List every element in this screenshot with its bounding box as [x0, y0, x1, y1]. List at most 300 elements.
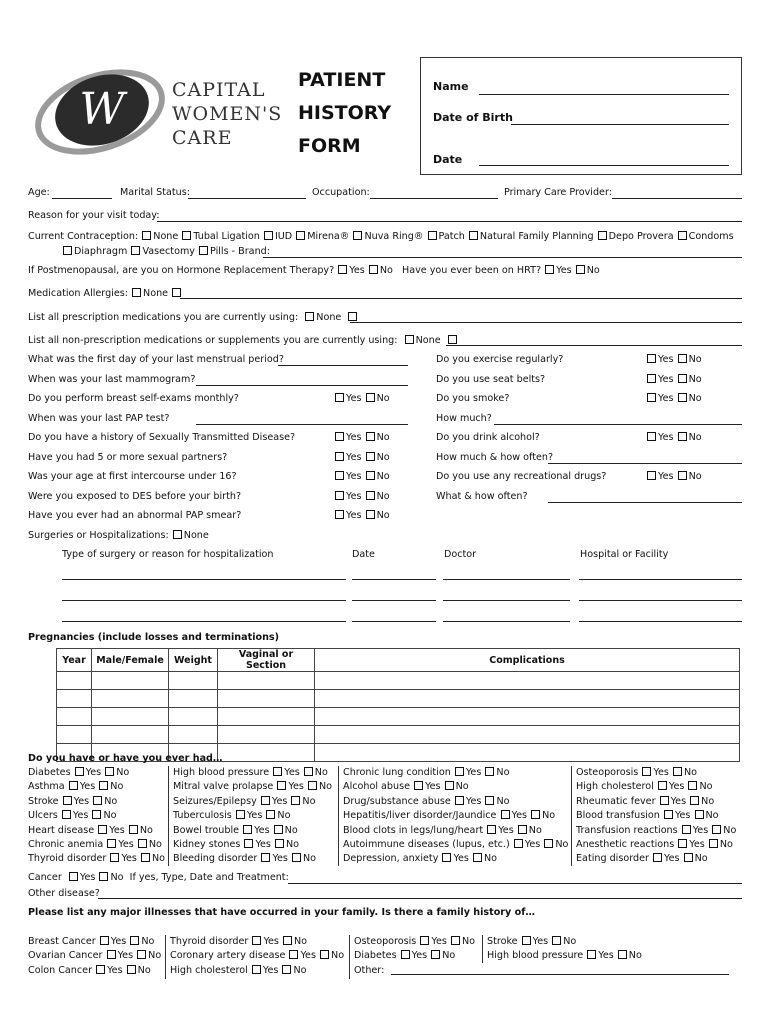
checkbox-other[interactable] [172, 288, 181, 297]
checkbox-yes[interactable] [252, 936, 261, 945]
marital-label: Marital Status: [120, 187, 190, 198]
checkbox-yes[interactable] [100, 936, 109, 945]
checkbox-no[interactable] [282, 965, 291, 974]
checkbox-no[interactable] [673, 767, 682, 776]
checkbox-tubal[interactable] [182, 231, 191, 240]
no-label: No [688, 354, 702, 365]
table-cell[interactable] [315, 726, 740, 744]
question-row [28, 452, 227, 463]
condition-item [343, 839, 568, 850]
checkbox-no[interactable] [366, 452, 375, 461]
table-cell[interactable] [218, 690, 315, 708]
logo-emblem-icon [30, 60, 170, 170]
family-condition-label: Colon Cancer [28, 964, 93, 976]
checkbox-yes[interactable] [244, 839, 253, 848]
primary-care-field[interactable] [612, 198, 742, 199]
checkbox-yes[interactable] [678, 839, 687, 848]
checkbox-yes[interactable] [107, 839, 116, 848]
no-label: No [688, 471, 702, 482]
checkbox-yes[interactable] [75, 767, 84, 776]
table-cell[interactable] [92, 672, 169, 690]
yes-label: Yes [453, 853, 469, 865]
question-row [436, 393, 509, 404]
checkbox-yes[interactable] [338, 265, 347, 274]
contraception-row-2 [62, 246, 270, 257]
yes-label: Yes [674, 810, 691, 822]
checkbox-no[interactable] [92, 810, 101, 819]
checkbox-yes[interactable] [587, 950, 596, 959]
checkbox-yes[interactable] [647, 393, 656, 402]
checkbox-no[interactable] [678, 354, 687, 363]
family-condition-label: Diabetes [354, 950, 397, 962]
checkbox-no[interactable] [283, 936, 292, 945]
yes-label: Yes [72, 810, 89, 822]
checkbox-yes[interactable] [420, 936, 429, 945]
checkbox-no[interactable] [688, 781, 697, 790]
condition-label: Chronic lung condition [343, 767, 451, 778]
no-label: No [148, 839, 162, 850]
table-cell[interactable] [315, 672, 740, 690]
no-label: No [694, 853, 708, 865]
surgery-field[interactable] [579, 600, 742, 601]
checkbox-no[interactable] [275, 839, 284, 848]
checkbox-diaphragm[interactable] [63, 246, 72, 255]
family-condition-label: Other: [354, 964, 385, 976]
checkbox-yes[interactable] [647, 354, 656, 363]
no-label: No [379, 265, 393, 276]
checkbox-yes[interactable] [682, 825, 691, 834]
yes-label: Yes [271, 795, 288, 807]
table-cell[interactable] [57, 672, 92, 690]
yes-label: Yes [658, 471, 674, 482]
checkbox-no[interactable] [431, 950, 440, 959]
checkbox-no[interactable] [695, 810, 704, 819]
condition-item [28, 796, 117, 807]
checkbox-no[interactable] [369, 265, 378, 274]
checkbox-no[interactable] [684, 853, 693, 862]
checkbox-yes[interactable] [110, 853, 119, 862]
answer-field[interactable] [278, 365, 408, 366]
table-cell[interactable] [57, 726, 92, 744]
yes-label: Yes [246, 810, 263, 822]
table-cell[interactable] [218, 708, 315, 726]
checkbox-no[interactable] [138, 839, 147, 848]
checkbox-yes[interactable] [63, 796, 72, 805]
condition-item [28, 853, 165, 864]
checkbox-no[interactable] [127, 965, 136, 974]
checkbox-other[interactable] [448, 335, 457, 344]
condition-item [576, 796, 714, 807]
surgery-field[interactable] [62, 579, 346, 580]
checkbox-no[interactable] [366, 432, 375, 441]
condition-item [28, 810, 116, 821]
yes-label: Yes [79, 872, 96, 883]
yes-label: Yes [85, 767, 102, 778]
table-cell[interactable] [92, 708, 169, 726]
answer-field[interactable] [548, 502, 742, 503]
checkbox-yes[interactable] [261, 853, 270, 862]
surgery-field[interactable] [443, 600, 570, 601]
no-label: No [284, 824, 298, 836]
yes-label: Yes [121, 853, 137, 865]
checkbox-yes[interactable] [647, 471, 656, 480]
yes-label: Yes [524, 839, 541, 850]
yes-label: Yes [658, 354, 674, 365]
checkbox-no[interactable] [485, 796, 494, 805]
checkbox-none[interactable] [132, 288, 141, 297]
checkbox-iud[interactable] [264, 231, 273, 240]
condition-item [173, 767, 328, 778]
answer-field[interactable] [196, 424, 408, 425]
checkbox-yes[interactable] [514, 839, 523, 848]
yes-no-group [646, 374, 702, 385]
condition-label: Diabetes [28, 767, 71, 778]
checkbox-no[interactable] [99, 872, 108, 881]
cancer-field[interactable] [288, 883, 742, 884]
checkbox-yes[interactable] [442, 853, 451, 862]
checkbox-yes[interactable] [107, 950, 116, 959]
condition-item [343, 825, 542, 836]
checkbox-yes[interactable] [647, 432, 656, 441]
checkbox-yes[interactable] [414, 781, 423, 790]
checkbox-no[interactable] [576, 265, 585, 274]
question-text: Was your age at first intercourse under 16? [28, 471, 237, 482]
checkbox-no[interactable] [690, 796, 699, 805]
family-item [170, 965, 307, 976]
col-header: Complications [315, 649, 740, 672]
checkbox-yes[interactable] [335, 510, 344, 519]
family-other-field[interactable] [391, 974, 729, 975]
yes-label: Yes [689, 839, 705, 850]
checkbox-depo[interactable] [598, 231, 607, 240]
checkbox-yes[interactable] [335, 471, 344, 480]
yes-label: Yes [349, 265, 365, 276]
opt-label: Depo Provera [608, 231, 674, 242]
checkbox-no[interactable] [712, 825, 721, 834]
checkbox-no[interactable] [709, 839, 718, 848]
family-condition-label: Ovarian Cancer [28, 950, 103, 962]
yes-label: Yes [670, 795, 687, 807]
question-text: When was your last mammogram? [28, 373, 196, 385]
yes-label: Yes [532, 936, 549, 947]
table-cell[interactable] [169, 690, 218, 708]
checkbox-none[interactable] [142, 231, 151, 240]
checkbox-no[interactable] [678, 432, 687, 441]
no-label: No [376, 451, 390, 463]
checkbox-no[interactable] [141, 853, 150, 862]
surgery-field[interactable] [352, 621, 436, 622]
logo [30, 60, 170, 170]
checkbox-no[interactable] [552, 936, 561, 945]
table-cell[interactable] [57, 708, 92, 726]
checkbox-no[interactable] [366, 510, 375, 519]
checkbox-yes[interactable] [289, 950, 298, 959]
prescription-field[interactable] [350, 322, 742, 323]
checkbox-yes[interactable] [96, 965, 105, 974]
condition-label: Mitral valve prolapse [173, 781, 274, 793]
checkbox-nuvaring[interactable] [353, 231, 362, 240]
checkbox-yes[interactable] [69, 781, 78, 790]
checkbox-yes[interactable] [522, 936, 531, 945]
prescription-row [28, 312, 359, 323]
checkbox-yes[interactable] [273, 767, 282, 776]
checkbox-yes[interactable] [261, 796, 270, 805]
name-field[interactable] [479, 94, 729, 95]
title-line: HISTORY [298, 102, 392, 124]
checkbox-no[interactable] [451, 936, 460, 945]
answer-field[interactable] [196, 385, 408, 386]
nonprescription-label: List all non-prescription medications or supplements you are currently using: [28, 335, 398, 346]
surgery-field[interactable] [352, 600, 436, 601]
yes-label: Yes [262, 964, 279, 976]
table-cell[interactable] [315, 708, 740, 726]
reason-label: Reason for your visit today: [28, 210, 160, 221]
yes-label: Yes [653, 767, 669, 778]
checkbox-yes[interactable] [658, 781, 667, 790]
yes-label: Yes [411, 950, 428, 962]
checkbox-no[interactable] [129, 825, 138, 834]
no-label: No [563, 936, 577, 947]
yes-label: Yes [346, 393, 362, 404]
question-row [436, 471, 606, 482]
no-label: No [293, 964, 307, 976]
checkbox-no[interactable] [105, 767, 114, 776]
no-label: No [314, 767, 328, 778]
none-label: None [415, 335, 441, 346]
no-label: No [542, 810, 556, 822]
opt-label: None [153, 231, 179, 242]
checkbox-yes[interactable] [236, 810, 245, 819]
checkbox-no[interactable] [137, 950, 146, 959]
allergies-field[interactable] [180, 298, 742, 299]
yes-label: Yes [117, 950, 134, 962]
checkbox-yes[interactable] [335, 452, 344, 461]
checkbox-no[interactable] [485, 767, 494, 776]
yes-label: Yes [255, 839, 271, 850]
condition-item [576, 853, 708, 864]
table-cell[interactable] [92, 726, 169, 744]
checkbox-yes[interactable] [653, 853, 662, 862]
primary-care-label: Primary Care Provider: [504, 187, 612, 198]
no-label: No [701, 795, 715, 807]
question-text: How much & how often? [436, 451, 554, 463]
checkbox-yes[interactable] [335, 432, 344, 441]
dob-label: Date of Birth [433, 111, 513, 124]
question-row [436, 354, 563, 365]
surgery-field[interactable] [62, 600, 346, 601]
condition-label: Bowel trouble [173, 824, 240, 836]
condition-item [28, 781, 123, 792]
yes-no-group [334, 432, 390, 443]
nonprescription-field[interactable] [446, 345, 742, 346]
surgery-field[interactable] [352, 579, 436, 580]
checkbox-no[interactable] [678, 471, 687, 480]
yes-label: Yes [658, 432, 674, 443]
pregnancies-table [56, 648, 740, 762]
column-divider [165, 935, 166, 979]
checkbox-no[interactable] [678, 374, 687, 383]
checkbox-no[interactable] [366, 491, 375, 500]
family-item [170, 936, 307, 947]
checkbox-yes[interactable] [62, 810, 71, 819]
yes-label: Yes [79, 781, 96, 793]
checkbox-yes[interactable] [664, 810, 673, 819]
table-row [57, 690, 740, 708]
checkbox-patch[interactable] [428, 231, 437, 240]
column-divider [571, 766, 572, 866]
answer-field[interactable] [548, 463, 742, 464]
checkbox-yes[interactable] [501, 810, 510, 819]
checkbox-yes[interactable] [487, 825, 496, 834]
checkbox-no[interactable] [366, 471, 375, 480]
checkbox-no[interactable] [308, 781, 317, 790]
surgery-field[interactable] [579, 579, 742, 580]
checkbox-no[interactable] [266, 810, 275, 819]
checkbox-no[interactable] [473, 853, 482, 862]
checkbox-no[interactable] [274, 825, 283, 834]
checkbox-none[interactable] [173, 530, 182, 539]
checkbox-yes[interactable] [277, 781, 286, 790]
checkbox-condoms[interactable] [678, 231, 687, 240]
surgery-field[interactable] [579, 621, 742, 622]
condition-label: Ulcers [28, 810, 58, 822]
checkbox-vasectomy[interactable] [131, 246, 140, 255]
yes-label: Yes [556, 265, 572, 276]
checkbox-no[interactable] [320, 950, 329, 959]
checkbox-yes[interactable] [455, 796, 464, 805]
logo-line: CARE [172, 127, 233, 149]
surgery-field[interactable] [443, 621, 570, 622]
no-label: No [141, 936, 155, 947]
checkbox-yes[interactable] [401, 950, 410, 959]
no-label: No [152, 853, 166, 865]
checkbox-yes[interactable] [335, 491, 344, 500]
checkbox-no[interactable] [130, 936, 139, 945]
opt-label: Nuva Ring® [364, 231, 424, 242]
condition-label: Bleeding disorder [173, 853, 258, 865]
table-cell[interactable] [218, 726, 315, 744]
family-item [28, 950, 161, 961]
checkbox-yes[interactable] [252, 965, 261, 974]
condition-item [173, 810, 290, 821]
condition-item [343, 810, 555, 821]
condition-label: Autoimmune diseases (lupus, etc.) [343, 839, 510, 850]
yes-label: Yes [498, 824, 514, 836]
condition-item [576, 839, 733, 850]
checkbox-yes[interactable] [98, 825, 107, 834]
yes-no-group [334, 491, 390, 502]
contraception-row-1 [28, 231, 734, 242]
checkbox-no[interactable] [99, 781, 108, 790]
checkbox-pills[interactable] [199, 246, 208, 255]
checkbox-no[interactable] [292, 853, 301, 862]
checkbox-yes[interactable] [545, 265, 554, 274]
yes-no-group [646, 393, 702, 404]
checkbox-yes[interactable] [660, 796, 669, 805]
opt-label: Natural Family Planning [479, 231, 594, 242]
answer-field[interactable] [494, 424, 742, 425]
no-label: No [376, 393, 390, 404]
cancer-row [28, 872, 289, 883]
checkbox-no[interactable] [366, 393, 375, 402]
family-item [487, 950, 642, 961]
no-label: No [723, 824, 737, 836]
checkbox-other[interactable] [348, 312, 357, 321]
question-text: Do you perform breast self-exams monthly? [28, 393, 239, 404]
table-cell[interactable] [315, 744, 740, 762]
question-text: What was the first day of your last menstrual period? [28, 354, 284, 365]
checkbox-yes[interactable] [335, 393, 344, 402]
checkbox-no[interactable] [518, 825, 527, 834]
none-label: None [316, 312, 342, 323]
table-cell[interactable] [57, 690, 92, 708]
checkbox-no[interactable] [304, 767, 313, 776]
no-label: No [719, 839, 733, 850]
no-label: No [555, 839, 569, 850]
patient-id-box [420, 57, 742, 175]
date-field[interactable] [479, 165, 729, 166]
no-label: No [318, 781, 332, 793]
yes-label: Yes [664, 853, 680, 865]
checkbox-yes[interactable] [243, 825, 252, 834]
checkbox-no[interactable] [544, 839, 553, 848]
checkbox-none[interactable] [405, 335, 414, 344]
no-label: No [148, 950, 162, 962]
checkbox-no[interactable] [445, 781, 454, 790]
yes-label: Yes [425, 781, 441, 793]
table-cell[interactable] [169, 672, 218, 690]
table-cell[interactable] [169, 726, 218, 744]
marital-field[interactable] [188, 198, 306, 199]
other-disease-field[interactable] [98, 898, 742, 899]
surgery-field[interactable] [62, 621, 346, 622]
checkbox-no[interactable] [531, 810, 540, 819]
dob-field[interactable] [511, 124, 729, 125]
table-cell[interactable] [218, 672, 315, 690]
pills-brand-field[interactable] [263, 257, 742, 258]
checkbox-no[interactable] [678, 393, 687, 402]
checkbox-yes[interactable] [647, 374, 656, 383]
table-cell[interactable] [218, 744, 315, 762]
yes-no-group [334, 452, 390, 463]
checkbox-no[interactable] [291, 796, 300, 805]
checkbox-mirena[interactable] [296, 231, 305, 240]
checkbox-no[interactable] [93, 796, 102, 805]
no-label: No [286, 839, 300, 850]
question-row [436, 432, 540, 443]
condition-label: Asthma [28, 781, 65, 793]
occupation-field[interactable] [370, 198, 498, 199]
table-cell[interactable] [169, 708, 218, 726]
reason-field[interactable] [157, 221, 742, 222]
age-field[interactable] [52, 198, 112, 199]
checkbox-yes[interactable] [455, 767, 464, 776]
table-cell[interactable] [92, 690, 169, 708]
checkbox-none[interactable] [305, 312, 314, 321]
table-cell[interactable] [315, 690, 740, 708]
column-divider [338, 766, 339, 866]
checkbox-nfp[interactable] [469, 231, 478, 240]
surgery-field[interactable] [443, 579, 570, 580]
hrt-row [28, 265, 600, 276]
logo-line: WOMEN'S [172, 103, 283, 125]
condition-item [576, 810, 719, 821]
checkbox-no[interactable] [618, 950, 627, 959]
family-condition-label: Coronary artery disease [170, 950, 286, 962]
checkbox-yes[interactable] [69, 872, 78, 881]
question-text: Have you had 5 or more sexual partners? [28, 451, 228, 463]
checkbox-yes[interactable] [642, 767, 651, 776]
